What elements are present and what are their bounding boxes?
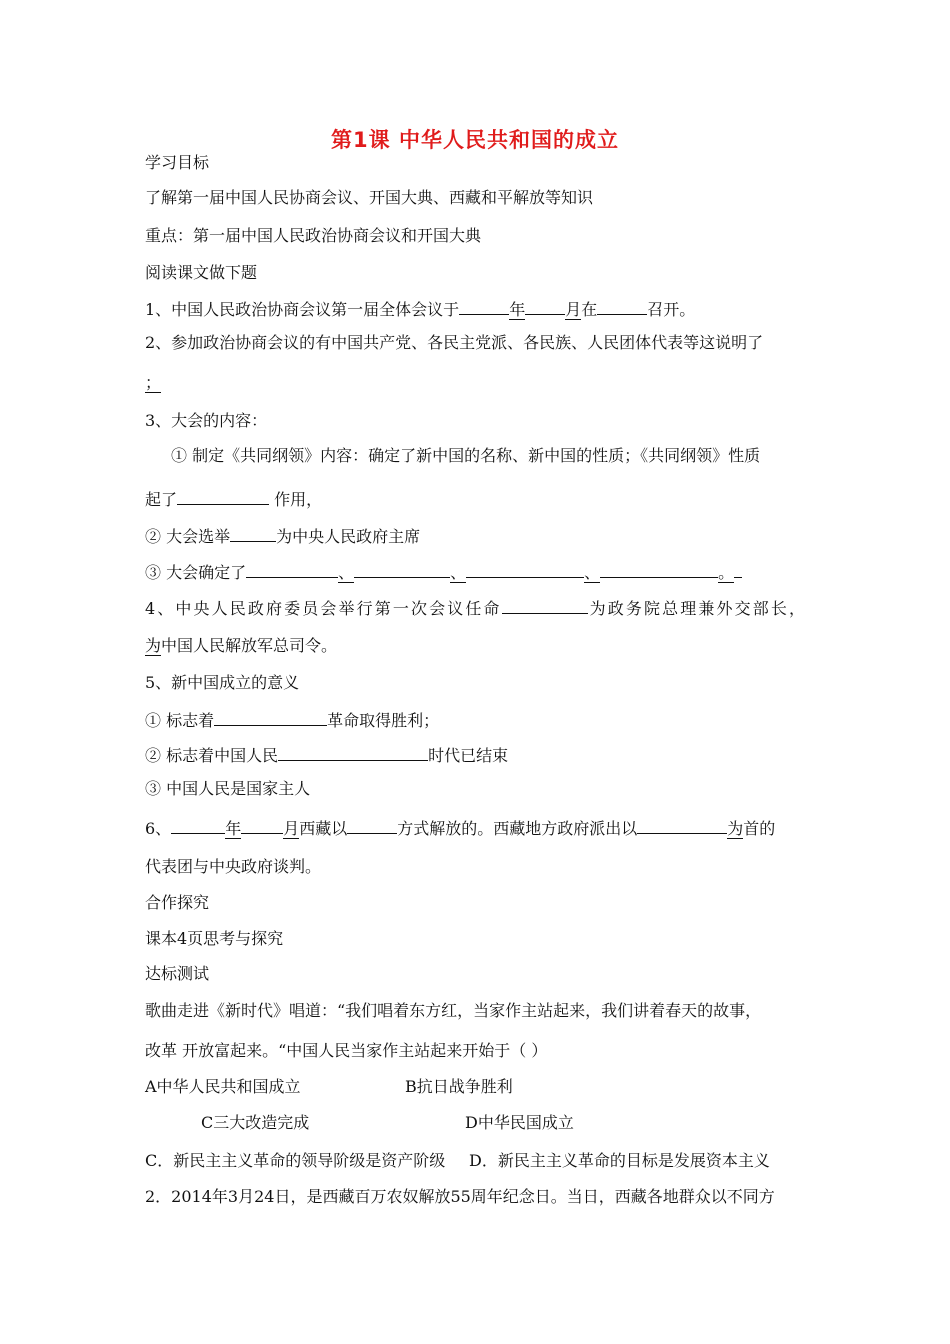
test-q2: 2．2014年3月24日，是西藏百万农奴解放55周年纪念日。当日，西藏各地群众以不同方 [145, 1187, 775, 1206]
question-2-tail [145, 372, 161, 394]
key-point: 重点：第一届中国人民政治协商会议和开国大典 [145, 226, 482, 245]
q6-f: 为 [727, 819, 744, 838]
q4-a: 4、中央人民政府委员会举行第一次会议任命 [145, 599, 502, 618]
test-q1-line-1: 歌曲走进《新时代》唱道：“我们唱着东方红，当家作主站起来，我们讲着春天的故事， [145, 1001, 762, 1020]
q6-d: 西藏以 [299, 819, 348, 838]
q1-blank-year[interactable] [459, 297, 509, 315]
q3-item-2 [145, 524, 420, 548]
test-q1-option-d: D中华民国成立 [465, 1113, 574, 1132]
q5-item2-a: ② 标志着中国人民 [145, 746, 279, 765]
test-q1-option-a: A中华人民共和国成立 [145, 1077, 301, 1096]
q3-item3-tail [734, 560, 742, 578]
q6-month: 月 [283, 819, 300, 838]
q4-d: 中国人民解放军总司令。 [161, 636, 338, 655]
q6-blank-leader[interactable] [637, 816, 727, 834]
q4-c[interactable]: 为 [145, 636, 162, 655]
q3-end: 。 [718, 563, 735, 582]
q3-item1-blank[interactable] [177, 487, 269, 505]
question-2: 2、参加政治协商会议的有中国共产党、各民主党派、各民族、人民团体代表等这说明了 [145, 333, 764, 352]
reading-heading: 阅读课文做下题 [145, 263, 258, 282]
q1-end: 召开。 [647, 300, 696, 319]
q1-year: 年 [509, 300, 526, 319]
q1-blank-place[interactable] [597, 297, 647, 315]
q3-item-1-cont [145, 487, 322, 511]
test-heading: 达标测试 [145, 964, 210, 983]
q6-e: 方式解放的。西藏地方政府派出以 [397, 819, 638, 838]
q3-item-1: ① 制定《共同纲领》内容：确定了新中国的名称、新中国的性质；《共同纲领》性质 [171, 446, 761, 465]
page-title: 第1课 中华人民共和国的成立 [331, 128, 619, 152]
q5-item1-blank[interactable] [214, 708, 327, 726]
q3-sep-3: 、 [584, 563, 601, 582]
q3-item3-blank-4[interactable] [600, 560, 718, 578]
q1-blank-month[interactable] [525, 297, 565, 315]
q5-item-3: ③ 中国人民是国家主人 [145, 779, 311, 798]
q1-text: 1、中国人民政治协商会议第一届全体会议于 [145, 300, 460, 319]
q6-a: 6、 [145, 819, 172, 838]
q3-item2-b: 为中央人民政府主席 [276, 527, 421, 546]
q1-month: 月 [565, 300, 582, 319]
q3-item1-a: 起了 [145, 490, 178, 509]
question-4-cont [145, 635, 337, 657]
coop-heading: 合作探究 [145, 893, 210, 912]
question-1 [145, 297, 695, 321]
q5-item-2 [145, 743, 508, 767]
question-4 [145, 596, 805, 620]
q3-item3-blank-1[interactable] [246, 560, 338, 578]
q3-item2-blank[interactable] [230, 524, 276, 542]
q5-item2-b: 时代已结束 [428, 746, 509, 765]
q6-blank-month[interactable] [241, 816, 283, 834]
q3-item3-blank-2[interactable] [354, 560, 450, 578]
test-q1-option-b: B抗日战争胜利 [405, 1077, 513, 1096]
q3-item-3 [145, 560, 742, 584]
question-5-heading: 5、新中国成立的意义 [145, 673, 300, 692]
test-q1b-option-d: D．新民主主义革命的目标是发展资本主义 [469, 1151, 770, 1170]
question-6 [145, 816, 775, 840]
textbook-ref: 课本4页思考与探究 [145, 929, 284, 948]
q3-item2-a: ② 大会选举 [145, 527, 231, 546]
study-goal-heading: 学习目标 [145, 153, 210, 172]
q1-at: 在 [581, 300, 598, 319]
q6-g: 首的 [743, 819, 776, 838]
q3-item1-b: 作用， [269, 490, 323, 509]
test-q1-line-2: 改革 开放富起来。“中国人民当家作主站起来开始于（ ） [145, 1041, 548, 1060]
q3-sep-1: 、 [338, 563, 355, 582]
question-6-cont: 代表团与中央政府谈判。 [145, 857, 322, 876]
q4-b: 为政务院总理兼外交部长， [587, 599, 805, 618]
q3-item3-blank-3[interactable] [466, 560, 584, 578]
goal-text: 了解第一届中国人民协商会议、开国大典、西藏和平解放等知识 [145, 188, 594, 207]
q3-sep-2: 、 [450, 563, 467, 582]
q3-item3-a: ③ 大会确定了 [145, 563, 247, 582]
q4-blank[interactable] [502, 596, 588, 614]
q5-item-1 [145, 708, 439, 732]
q6-year: 年 [225, 819, 242, 838]
q5-item1-b: 革命取得胜利； [327, 711, 440, 730]
q5-item2-blank[interactable] [278, 743, 428, 761]
q5-item1-a: ① 标志着 [145, 711, 215, 730]
test-q1b-option-c: C．新民主主义革命的领导阶级是资产阶级 [145, 1151, 446, 1170]
q6-blank-way[interactable] [347, 816, 397, 834]
test-q1-option-c: C三大改造完成 [201, 1113, 310, 1132]
question-3-heading: 3、大会的内容： [145, 411, 268, 430]
q6-blank-year[interactable] [171, 816, 225, 834]
q2-blank[interactable]: ； [145, 373, 162, 392]
